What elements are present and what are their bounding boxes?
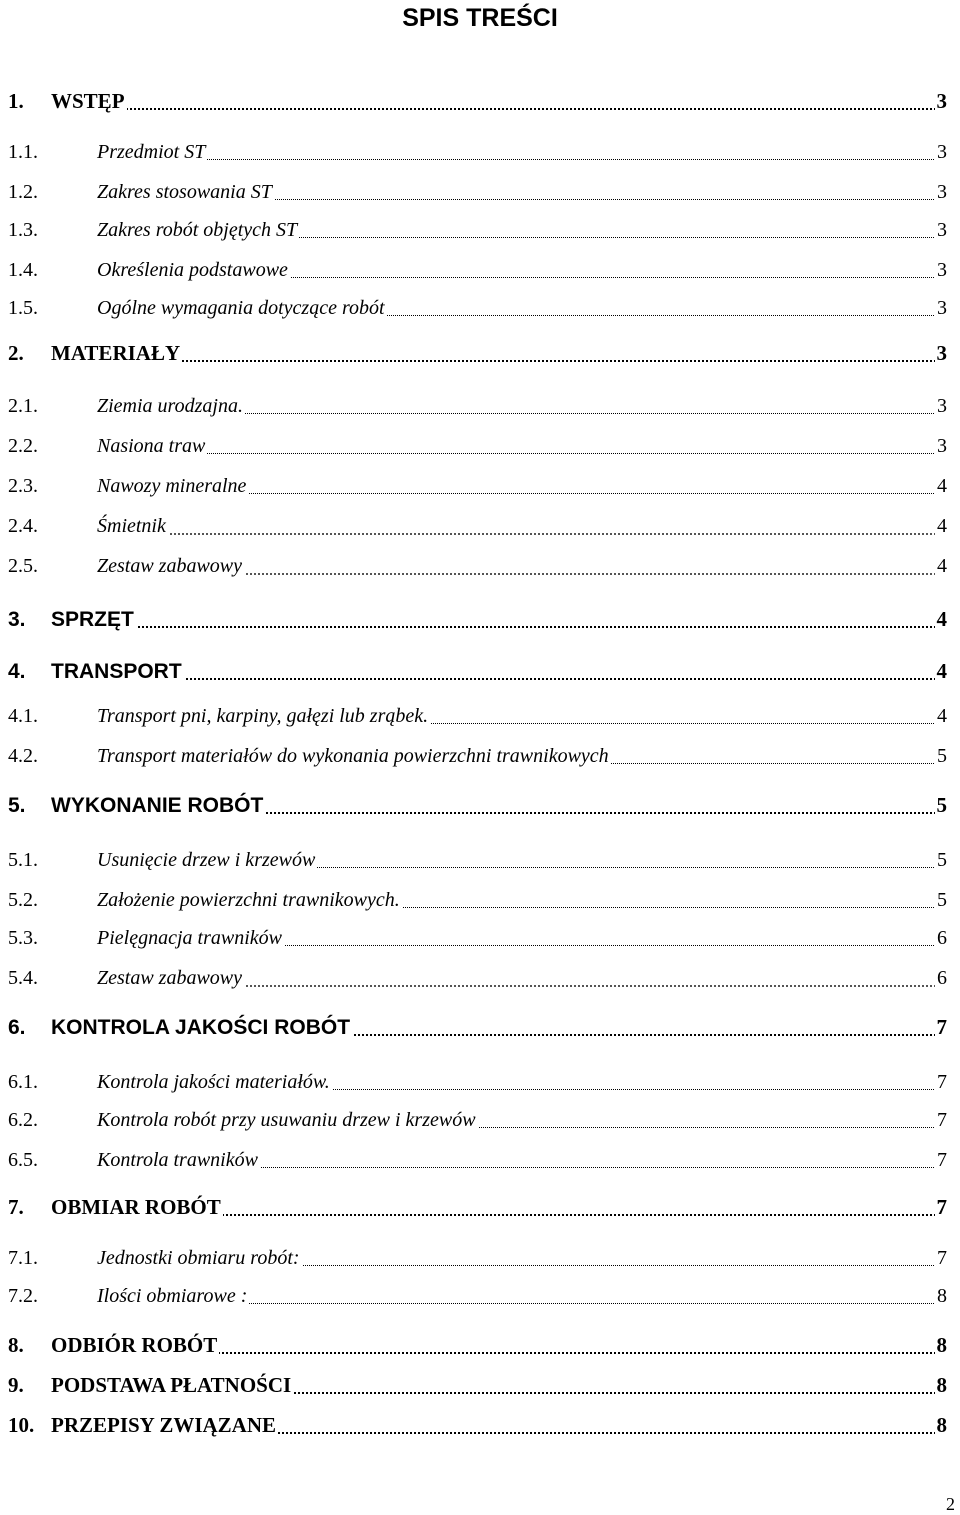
toc-leader-dots <box>51 360 944 362</box>
toc-entry[interactable] <box>0 1370 960 1400</box>
toc-entry[interactable] <box>0 176 960 206</box>
toc-entry[interactable] <box>0 338 960 368</box>
toc-entry-title: Kontrola jakości materiałów. <box>97 1071 330 1093</box>
page-number: 2 <box>946 1494 955 1514</box>
toc-leader-dots <box>51 626 944 628</box>
toc-leader-dots <box>51 108 944 110</box>
toc-entry-page: 8 <box>936 1413 947 1437</box>
toc-entry-number: 6.1. <box>8 1071 38 1093</box>
toc-entry-title: Pielęgnacja trawników <box>97 927 282 949</box>
toc-entry-title: Zakres stosowania ST <box>97 181 272 203</box>
toc-entry-title: Ilości obmiarowe : <box>97 1285 248 1307</box>
toc-entry-title: Nawozy mineralne <box>97 475 247 497</box>
page-title: SPIS TREŚCI <box>402 4 558 32</box>
toc-leader-dots <box>97 453 944 454</box>
toc-entry-title: Usunięcie drzew i krzewów <box>97 849 316 871</box>
toc-entry-number: 2.1. <box>8 395 38 417</box>
toc-entry-number: 1.2. <box>8 181 38 203</box>
toc-entry-number: 4.1. <box>8 705 38 727</box>
toc-entry-title: Kontrola robót przy usuwaniu drzew i krzewów <box>97 1109 476 1131</box>
toc-entry-number: 2. <box>8 341 24 365</box>
toc-entry-page: 7 <box>936 1015 947 1039</box>
toc-entry-title: Zestaw zabawowy <box>97 555 243 577</box>
toc-entry[interactable] <box>0 1242 960 1272</box>
toc-entry-page: 4 <box>936 607 947 631</box>
toc-entry-number: 3. <box>8 608 26 631</box>
toc-entry-number: 1.3. <box>8 219 38 241</box>
toc-entry-number: 8. <box>8 1333 24 1357</box>
toc-entry-page: 4 <box>936 659 947 683</box>
toc-entry-title: PODSTAWA PŁATNOŚCI <box>51 1373 292 1397</box>
toc-entry[interactable] <box>0 844 960 874</box>
toc-entry-page: 3 <box>937 259 947 281</box>
toc-entry-number: 7. <box>8 1195 24 1219</box>
toc-entry[interactable] <box>0 884 960 914</box>
toc-entry[interactable] <box>0 254 960 284</box>
toc-entry-page: 4 <box>937 705 947 727</box>
toc-entry-title: OBMIAR ROBÓT <box>51 1195 221 1219</box>
toc-entry-page: 3 <box>937 181 947 203</box>
toc-entry[interactable] <box>0 510 960 540</box>
toc-entry[interactable] <box>0 700 960 730</box>
toc-entry-page: 7 <box>937 1071 947 1093</box>
toc-entry-title: Założenie powierzchni trawnikowych. <box>97 889 400 911</box>
toc-entry-title: PRZEPISY ZWIĄZANE <box>51 1413 277 1437</box>
toc-entry[interactable] <box>0 790 960 820</box>
toc-entry[interactable] <box>0 1012 960 1042</box>
toc-entry[interactable] <box>0 214 960 244</box>
toc-entry-title: WYKONANIE ROBÓT <box>51 794 264 817</box>
toc-entry-page: 8 <box>936 1333 947 1357</box>
toc-entry[interactable] <box>0 1280 960 1310</box>
toc-entry-number: 1.4. <box>8 259 38 281</box>
toc-entry-title: Nasiona traw <box>97 435 206 457</box>
toc-entry-title: WSTĘP <box>51 89 125 113</box>
toc-entry[interactable] <box>0 1066 960 1096</box>
toc-entry-number: 2.3. <box>8 475 38 497</box>
toc-entry-number: 1.5. <box>8 297 38 319</box>
toc-entry-page: 4 <box>937 515 947 537</box>
toc-entry-number: 6.5. <box>8 1149 38 1171</box>
toc-entry-title: Ziemia urodzajna. <box>97 395 243 417</box>
toc-entry-title: Zestaw zabawowy <box>97 967 243 989</box>
toc-entry[interactable] <box>0 1410 960 1440</box>
toc-entry-title: Transport materiałów do wykonania powierzchni trawnikowych <box>97 745 609 767</box>
toc-entry-number: 4.2. <box>8 745 38 767</box>
toc-leader-dots <box>51 678 944 680</box>
toc-entry[interactable] <box>0 740 960 770</box>
toc-entry-number: 5. <box>8 794 26 817</box>
toc-entry-number: 5.1. <box>8 849 38 871</box>
toc-entry-title: KONTROLA JAKOŚCI ROBÓT <box>51 1016 351 1039</box>
toc-entry[interactable] <box>0 922 960 952</box>
toc-entry-number: 2.2. <box>8 435 38 457</box>
toc-entry-page: 6 <box>937 927 947 949</box>
toc-entry[interactable] <box>0 1330 960 1360</box>
toc-entry-page: 7 <box>937 1247 947 1269</box>
toc-entry-title: Kontrola trawników <box>97 1149 258 1171</box>
toc-entry[interactable] <box>0 292 960 322</box>
toc-entry-page: 3 <box>937 219 947 241</box>
toc-entry-page: 4 <box>937 475 947 497</box>
toc-entry-page: 5 <box>937 745 947 767</box>
toc-entry-title: ODBIÓR ROBÓT <box>51 1333 218 1357</box>
toc-entry-title: Przedmiot ST <box>97 141 206 163</box>
toc-entry[interactable] <box>0 550 960 580</box>
toc-entry[interactable] <box>0 1144 960 1174</box>
toc-leader-dots <box>97 533 944 535</box>
toc-entry-number: 6.2. <box>8 1109 38 1131</box>
toc-entry[interactable] <box>0 604 960 634</box>
toc-entry[interactable] <box>0 136 960 166</box>
toc-entry-page: 8 <box>937 1285 947 1307</box>
toc-entry-number: 2.5. <box>8 555 38 577</box>
toc-entry-number: 6. <box>8 1016 26 1039</box>
toc-entry[interactable] <box>0 86 960 116</box>
toc-entry-number: 1.1. <box>8 141 38 163</box>
toc-entry-page: 4 <box>937 555 947 577</box>
toc-entry[interactable] <box>0 962 960 992</box>
toc-entry[interactable] <box>0 430 960 460</box>
toc-entry-number: 7.1. <box>8 1247 38 1269</box>
toc-entry-page: 3 <box>936 341 947 365</box>
toc-entry-number: 2.4. <box>8 515 38 537</box>
toc-entry-title: Śmietnik <box>97 515 166 537</box>
toc-entry-number: 5.4. <box>8 967 38 989</box>
toc-entry-title: MATERIAŁY <box>51 341 181 365</box>
toc-entry[interactable] <box>0 470 960 500</box>
toc-entry-page: 3 <box>937 297 947 319</box>
toc-entry-title: Jednostki obmiaru robót: <box>97 1247 300 1269</box>
toc-entry-title: Zakres robót objętych ST <box>97 219 298 241</box>
toc-entry-title: TRANSPORT <box>51 660 182 683</box>
toc-entry-number: 7.2. <box>8 1285 38 1307</box>
toc-entry-page: 6 <box>937 967 947 989</box>
toc-entry-number: 10. <box>8 1413 35 1437</box>
toc-entry-page: 3 <box>937 141 947 163</box>
toc-entry-page: 5 <box>936 793 947 817</box>
toc-entry-title: Ogólne wymagania dotyczące robót <box>97 297 385 319</box>
toc-entry-page: 3 <box>937 435 947 457</box>
toc-entry[interactable] <box>0 656 960 686</box>
toc-entry-number: 4. <box>8 660 26 683</box>
toc-entry-page: 7 <box>937 1149 947 1171</box>
toc-leader-dots <box>97 159 944 160</box>
toc-entry-page: 7 <box>937 1109 947 1131</box>
toc-entry-page: 5 <box>937 849 947 871</box>
toc-entry-page: 3 <box>937 395 947 417</box>
toc-entry-page: 7 <box>936 1195 947 1219</box>
toc-entry-title: SPRZĘT <box>51 608 134 631</box>
toc-entry-number: 5.3. <box>8 927 38 949</box>
toc-entry-page: 8 <box>936 1373 947 1397</box>
toc-entry[interactable] <box>0 1104 960 1134</box>
toc-entry-page: 5 <box>937 889 947 911</box>
toc-entry-number: 1. <box>8 89 24 113</box>
toc-entry[interactable] <box>0 1192 960 1222</box>
toc-entry-page: 3 <box>936 89 947 113</box>
toc-entry-number: 9. <box>8 1373 24 1397</box>
toc-entry-number: 5.2. <box>8 889 38 911</box>
toc-entry-title: Określenia podstawowe <box>97 259 288 281</box>
toc-entry-title: Transport pni, karpiny, gałęzi lub zrąbek. <box>97 705 429 727</box>
toc-entry[interactable] <box>0 390 960 420</box>
